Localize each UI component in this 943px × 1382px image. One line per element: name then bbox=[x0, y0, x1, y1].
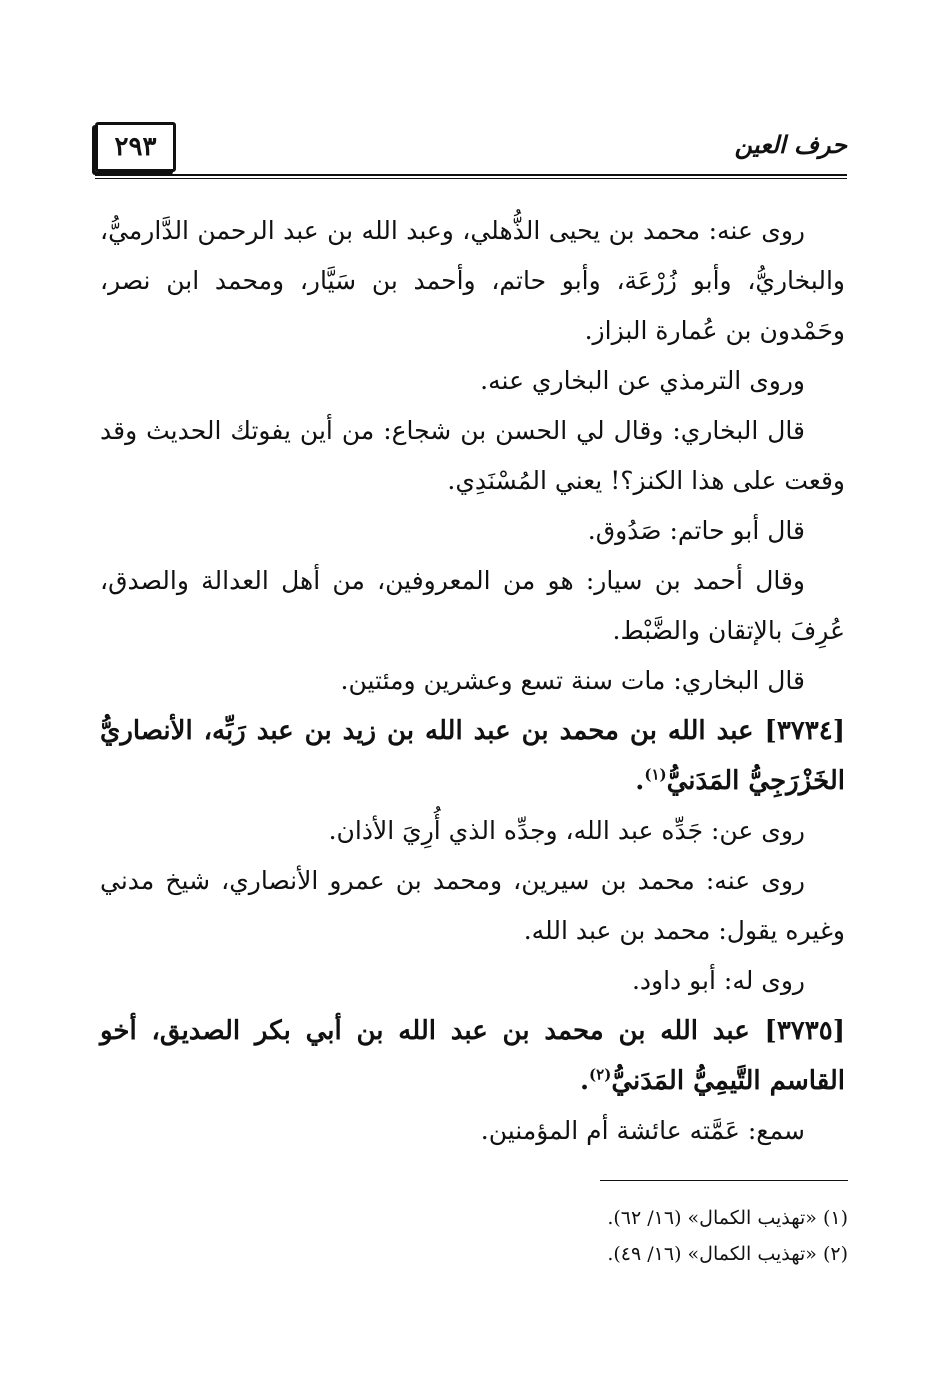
paragraph: قال البخاري: وقال لي الحسن بن شجاع: من أين يفوتك الحديث وقد وقعت على هذا الكنز؟! يعني المُسْنَدِي. bbox=[100, 416, 845, 495]
footnote: (٢) «تهذيب الكمال» (١٦/ ٤٩). bbox=[607, 1243, 848, 1265]
entry-heading-end: . bbox=[635, 766, 645, 796]
paragraph: روى عنه: محمد بن سيرين، ومحمد بن عمرو الأنصاري، شيخ مدني وغيره يقول: محمد بن عبد الله. bbox=[100, 866, 845, 945]
paragraph: قال البخاري: مات سنة تسع وعشرين ومئتين. bbox=[340, 666, 805, 695]
paragraph: وقال أحمد بن سيار: هو من المعروفين، من أهل العدالة والصدق، عُرِفَ بالإتقان والضَّبْط. bbox=[100, 566, 845, 645]
entry-heading bbox=[100, 1006, 845, 1106]
page-number-box bbox=[95, 122, 176, 172]
paragraph: روى له: أبو داود. bbox=[631, 966, 805, 995]
header-rule-thin bbox=[95, 178, 847, 179]
paragraph: وروى الترمذي عن البخاري عنه. bbox=[480, 366, 805, 395]
page-header bbox=[95, 118, 847, 178]
header-rule bbox=[95, 174, 847, 176]
footnote-rule bbox=[600, 1180, 848, 1181]
page-number: ٢٩٣ bbox=[114, 132, 157, 162]
entry-heading-text: [٣٧٣٥] عبد الله بن محمد بن عبد الله بن أبي بكر الصديق، أخو القاسم التَّيمِيُّ المَدَنيُّ bbox=[100, 1016, 845, 1096]
footnotes bbox=[348, 1200, 848, 1272]
paragraph: روى عنه: محمد بن يحيى الذُّهلي، وعبد الله بن عبد الرحمن الدَّارميُّ، والبخاريُّ، وأبو زُرْعَة، وأبو حاتم، وأحمد بن سَيَّار، ومحمد ابن نصر، وحَمْدون بن عُمارة البزاز. bbox=[100, 216, 845, 345]
paragraph: سمع: عَمَّته عائشة أم المؤمنين. bbox=[480, 1116, 805, 1145]
entry-heading-end: . bbox=[579, 1066, 590, 1096]
footnote: (١) «تهذيب الكمال» (١٦/ ٦٢). bbox=[607, 1207, 848, 1229]
paragraph: روى عن: جَدِّه عبد الله، وجدِّه الذي أُرِيَ الأذان. bbox=[328, 816, 805, 845]
paragraph: قال أبو حاتم: صَدُوق. bbox=[587, 516, 805, 545]
footnote-ref: (١) bbox=[644, 765, 667, 784]
body-text bbox=[100, 206, 845, 1156]
footnote-ref: (٢) bbox=[589, 1065, 612, 1084]
entry-heading-text: [٣٧٣٤] عبد الله بن محمد بن عبد الله بن زيد بن عبد رَبِّه، الأنصاريُّ الخَزْرَجِيُّ المَدَنيُّ bbox=[100, 716, 845, 796]
entry-heading bbox=[100, 706, 845, 806]
running-head: حرف العين bbox=[734, 130, 847, 159]
